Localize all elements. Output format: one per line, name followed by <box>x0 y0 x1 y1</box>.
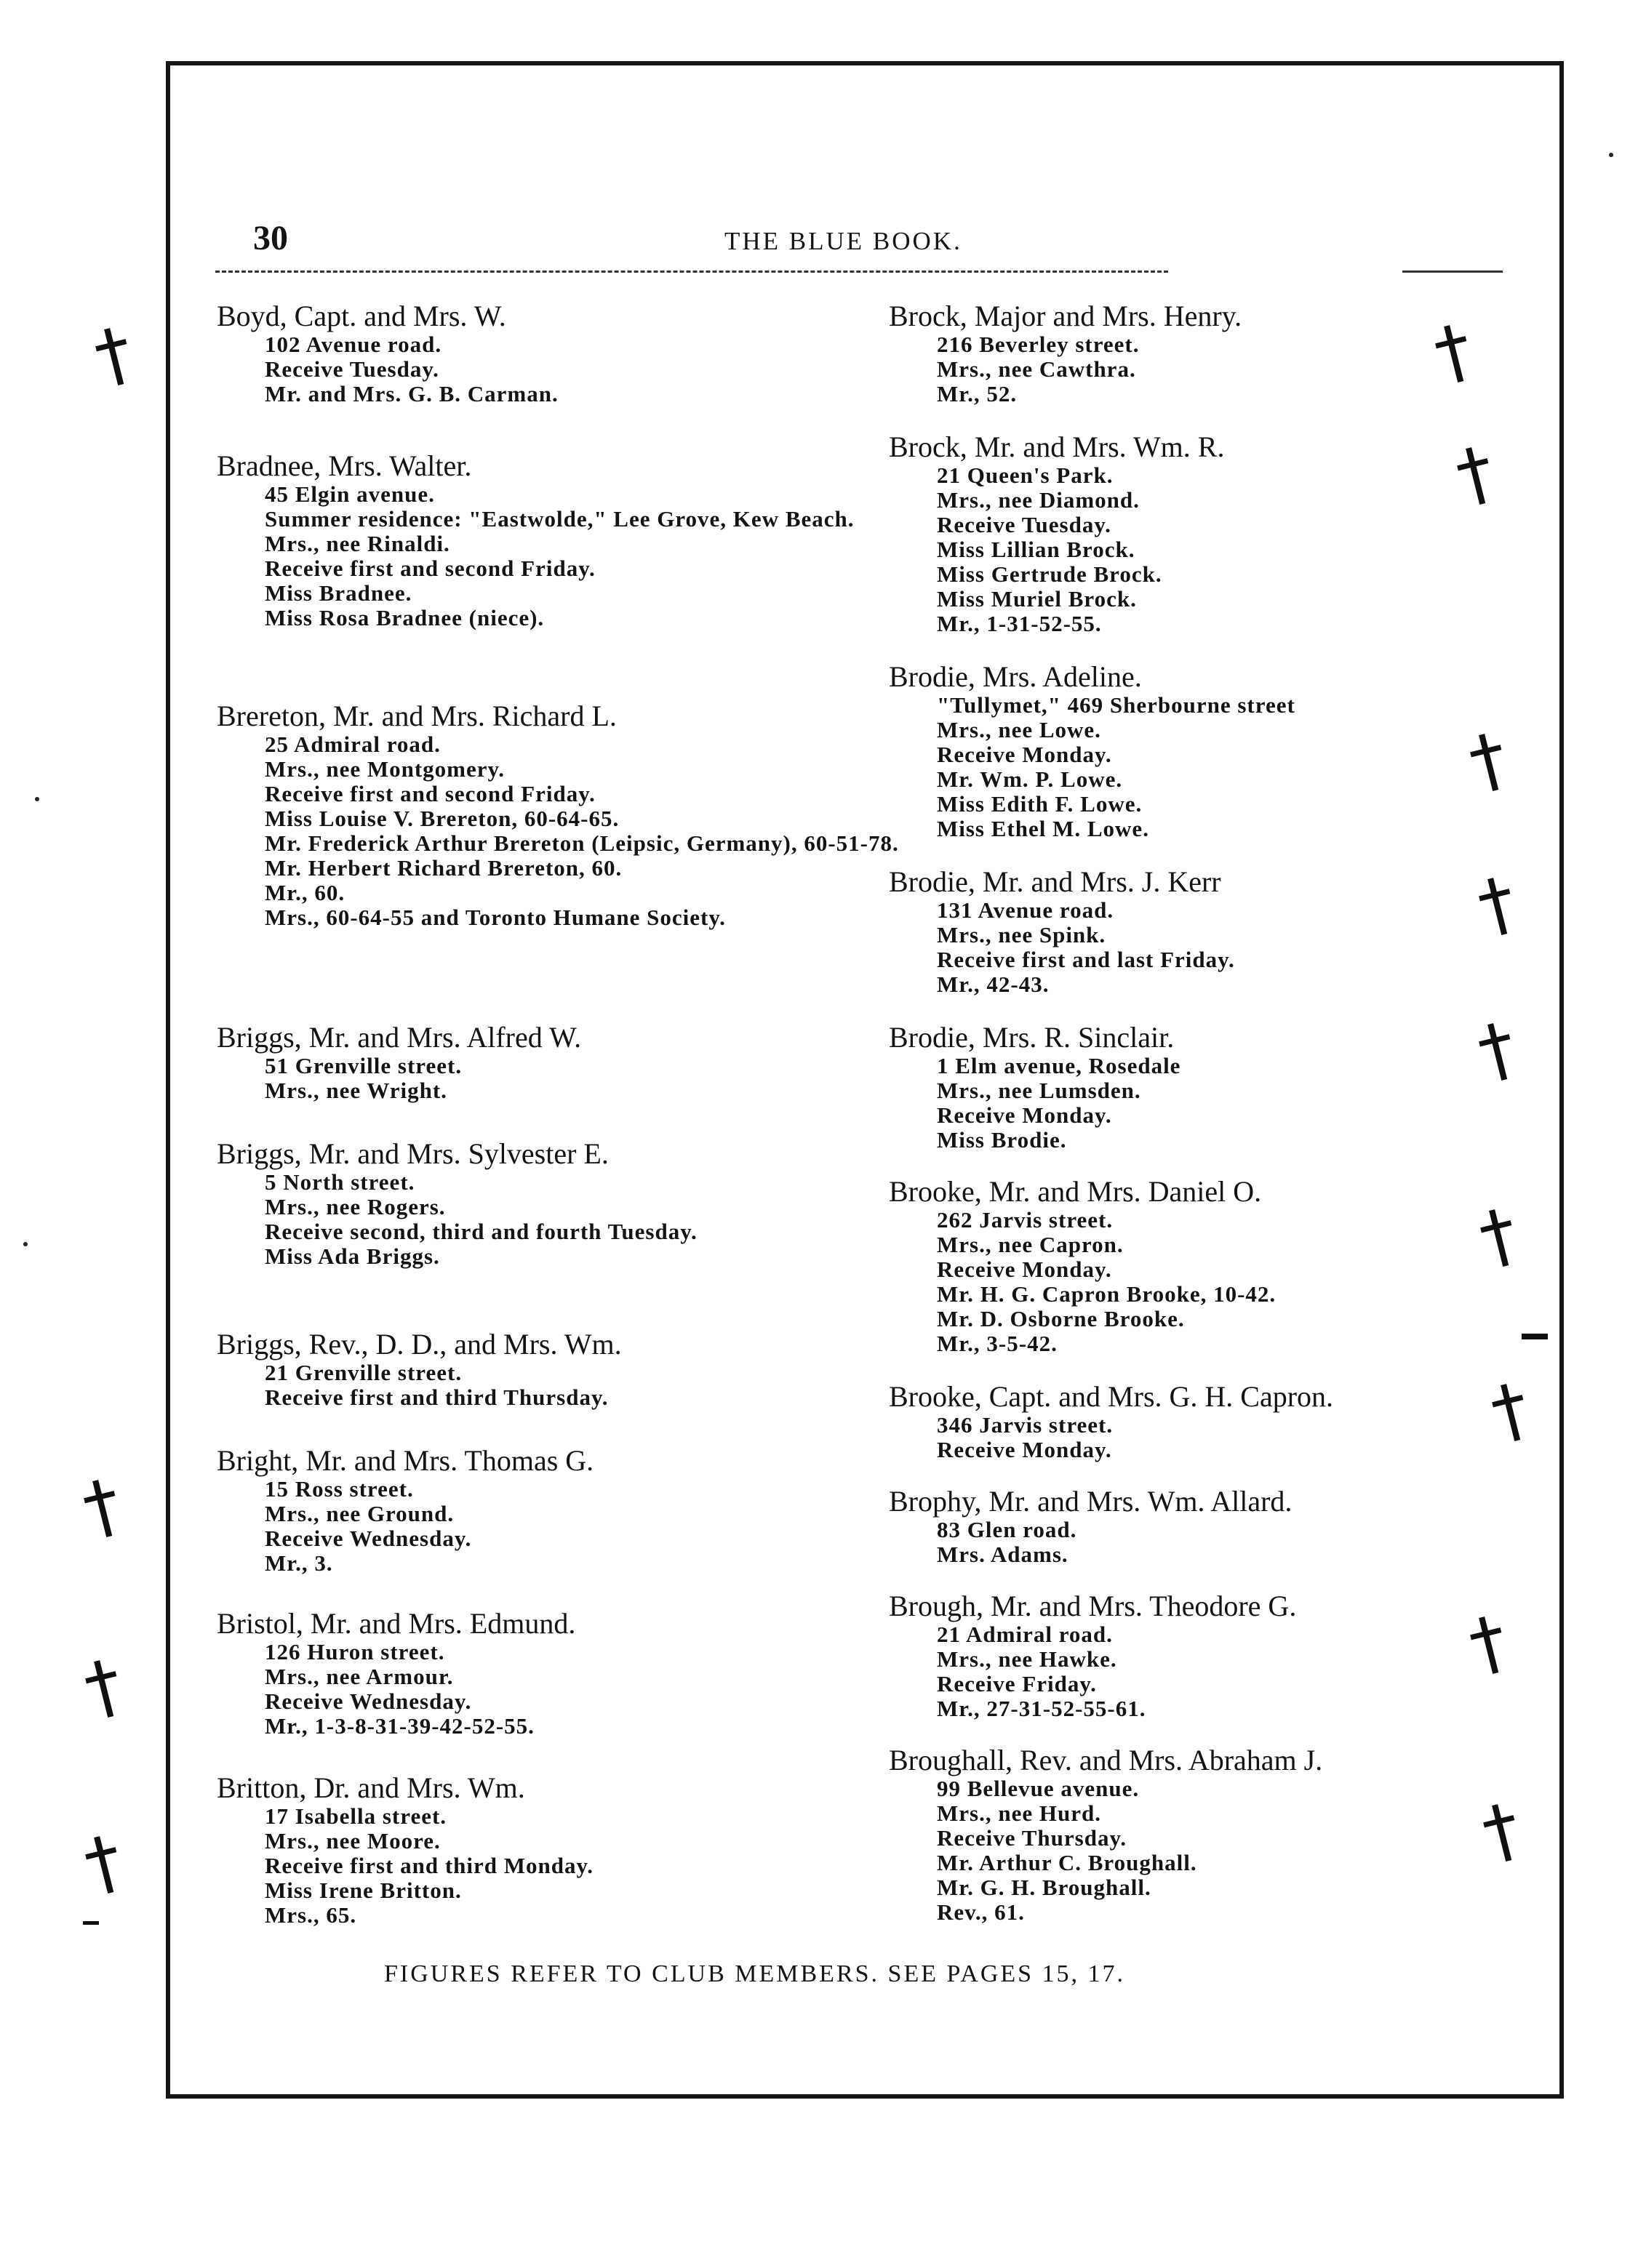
entry-name: Bristol, Mr. and Mrs. Edmund. <box>217 1607 576 1640</box>
directory-entry <box>217 1328 900 1410</box>
handwritten-cross-mark: † <box>1448 430 1502 518</box>
page-number: 30 <box>253 219 288 257</box>
handwritten-cross-mark: † <box>75 1462 129 1551</box>
entry-line: Mrs., nee Montgomery. <box>265 756 506 782</box>
entry-line: Receive Friday. <box>937 1671 1097 1696</box>
entry-line: Receive Tuesday. <box>265 356 439 382</box>
entry-name: Boyd, Capt. and Mrs. W. <box>217 300 506 332</box>
entry-name: Broughall, Rev. and Mrs. Abraham J. <box>889 1744 1323 1776</box>
entry-line: 25 Admiral road. <box>265 732 441 757</box>
entry-line: 21 Queen's Park. <box>937 462 1114 488</box>
entry-line: Receive first and second Friday. <box>265 556 596 581</box>
directory-entry <box>217 1021 900 1103</box>
entry-line: 45 Elgin avenue. <box>265 481 435 507</box>
entry-name: Bradnee, Mrs. Walter. <box>217 449 472 482</box>
entry-name: Brodie, Mrs. R. Sinclair. <box>889 1021 1175 1054</box>
entry-line: Mr., 3. <box>265 1550 333 1576</box>
entry-line: Miss Ada Briggs. <box>265 1243 440 1269</box>
entry-line: Mrs., nee Ground. <box>265 1501 455 1526</box>
footer-note: FIGURES REFER TO CLUB MEMBERS. SEE PAGES 15, 17. <box>384 1960 1126 1987</box>
entry-line: 346 Jarvis street. <box>937 1412 1114 1438</box>
handwritten-cross-mark: † <box>1426 308 1480 396</box>
entry-line: Receive Wednesday. <box>265 1526 472 1551</box>
entry-line: Mrs., nee Rinaldi. <box>265 531 450 556</box>
ink-speck <box>35 797 39 801</box>
entry-line: 126 Huron street. <box>265 1639 445 1664</box>
entry-line: Mrs., nee Armour. <box>265 1664 454 1689</box>
entry-line: Miss Bradnee. <box>265 580 412 606</box>
directory-entry <box>217 1137 900 1269</box>
entry-line: Mrs., nee Hawke. <box>937 1646 1117 1672</box>
directory-entry <box>889 860 1573 997</box>
entry-line: Mr. Arthur C. Broughall. <box>937 1850 1197 1875</box>
entry-line: Receive Monday. <box>937 1102 1112 1128</box>
entry-line: Mrs., nee Spink. <box>937 922 1106 947</box>
entry-line: Mrs., nee Lumsden. <box>937 1078 1141 1103</box>
entry-line: Receive first and last Friday. <box>937 947 1235 972</box>
entry-line: Mrs. Adams. <box>937 1542 1068 1567</box>
entry-name: Brodie, Mr. and Mrs. J. Kerr <box>889 865 1221 898</box>
entry-line: Receive Tuesday. <box>937 512 1111 537</box>
directory-entry <box>217 300 900 406</box>
entry-line: Mr., 1-31-52-55. <box>937 611 1102 636</box>
entry-line: Receive first and third Monday. <box>265 1853 594 1878</box>
entry-line: Mr. H. G. Capron Brooke, 10-42. <box>937 1281 1277 1307</box>
entry-line: Miss Muriel Brock. <box>937 586 1137 612</box>
entry-line: 83 Glen road. <box>937 1517 1077 1542</box>
handwritten-cross-mark: † <box>1483 1366 1537 1455</box>
entry-line: 21 Grenville street. <box>265 1360 463 1385</box>
entry-line: Miss Lillian Brock. <box>937 537 1135 562</box>
entry-line: Mr. Herbert Richard Brereton, 60. <box>265 855 623 881</box>
directory-entry <box>889 1175 1573 1356</box>
handwritten-cross-mark: † <box>76 1643 130 1731</box>
entry-name: Brock, Major and Mrs. Henry. <box>889 300 1242 332</box>
entry-line: 262 Jarvis street. <box>937 1207 1114 1233</box>
entry-line: Miss Ethel M. Lowe. <box>937 816 1149 841</box>
entry-line: Mrs., nee Lowe. <box>937 717 1101 742</box>
entry-name: Briggs, Rev., D. D., and Mrs. Wm. <box>217 1328 622 1361</box>
entry-line: 131 Avenue road. <box>937 897 1114 923</box>
entry-line: Miss Gertrude Brock. <box>937 561 1162 587</box>
entry-line: Mr. and Mrs. G. B. Carman. <box>265 381 559 406</box>
entry-line: Mr., 3-5-42. <box>937 1331 1058 1356</box>
handwritten-cross-mark: † <box>76 1819 130 1907</box>
entry-line: Receive Monday. <box>937 1257 1112 1282</box>
entry-line: Mrs., nee Hurd. <box>937 1800 1101 1826</box>
entry-line: 216 Beverley street. <box>937 332 1140 357</box>
handwritten-cross-mark: † <box>87 310 140 399</box>
handwritten-cross-mark: † <box>1461 716 1515 805</box>
entry-line: Mrs., nee Rogers. <box>265 1194 446 1219</box>
entry-line: Receive Wednesday. <box>265 1688 472 1714</box>
directory-entry <box>889 1380 1573 1462</box>
directory-entry <box>889 1744 1573 1925</box>
directory-entry <box>217 700 900 930</box>
entry-line: Summer residence: "Eastwolde," Lee Grove, Kew Beach. <box>265 506 855 532</box>
entry-line: Receive Thursday. <box>937 1825 1127 1851</box>
entry-name: Bright, Mr. and Mrs. Thomas G. <box>217 1444 594 1477</box>
entry-line: 21 Admiral road. <box>937 1622 1113 1647</box>
entry-name: Brodie, Mrs. Adeline. <box>889 660 1142 693</box>
entry-line: Mr., 52. <box>937 381 1018 406</box>
directory-entry <box>889 1485 1573 1567</box>
running-title: THE BLUE BOOK. <box>724 227 962 255</box>
entry-line: Miss Rosa Bradnee (niece). <box>265 605 545 630</box>
entry-name: Britton, Dr. and Mrs. Wm. <box>217 1771 525 1804</box>
entry-name: Brereton, Mr. and Mrs. Richard L. <box>217 700 617 732</box>
entry-line: Miss Louise V. Brereton, 60-64-65. <box>265 806 620 831</box>
entry-line: Mr. D. Osborne Brooke. <box>937 1306 1185 1331</box>
entry-line: Receive Monday. <box>937 1437 1112 1462</box>
entry-line: Mrs., 65. <box>265 1902 357 1928</box>
entry-name: Brooke, Capt. and Mrs. G. H. Capron. <box>889 1380 1334 1413</box>
entry-line: Mrs., 60-64-55 and Toronto Humane Society. <box>265 905 726 930</box>
entry-line: Mr., 60. <box>265 880 345 905</box>
margin-dash-mark <box>83 1921 99 1925</box>
entry-line: 51 Grenville street. <box>265 1053 463 1078</box>
entry-line: Receive first and second Friday. <box>265 781 596 806</box>
entry-line: Receive first and third Thursday. <box>265 1385 609 1410</box>
header-rule-end <box>1402 271 1503 273</box>
directory-entry <box>217 1444 900 1576</box>
directory-entry <box>217 1771 900 1928</box>
entry-line: 5 North street. <box>265 1169 415 1195</box>
entry-line: Mrs., nee Cawthra. <box>937 356 1136 382</box>
entry-line: 102 Avenue road. <box>265 332 442 357</box>
entry-name: Brophy, Mr. and Mrs. Wm. Allard. <box>889 1485 1293 1518</box>
entry-line: Receive second, third and fourth Tuesday. <box>265 1219 698 1244</box>
entry-line: Miss Irene Britton. <box>265 1878 462 1903</box>
entry-name: Briggs, Mr. and Mrs. Alfred W. <box>217 1021 582 1054</box>
directory-entry <box>889 1021 1573 1153</box>
entry-line: Receive Monday. <box>937 742 1112 767</box>
entry-line: "Tullymet," 469 Sherbourne street <box>937 692 1295 718</box>
entry-line: 15 Ross street. <box>265 1476 414 1502</box>
entry-line: 1 Elm avenue, Rosedale <box>937 1053 1181 1078</box>
handwritten-cross-mark: † <box>1470 860 1524 949</box>
handwritten-cross-mark: † <box>1474 1787 1528 1875</box>
entry-name: Briggs, Mr. and Mrs. Sylvester E. <box>217 1137 609 1170</box>
header-rule <box>215 271 1168 273</box>
entry-name: Brock, Mr. and Mrs. Wm. R. <box>889 430 1225 463</box>
entry-line: Mrs., nee Capron. <box>937 1232 1124 1257</box>
ink-speck <box>23 1242 28 1246</box>
entry-line: 17 Isabella street. <box>265 1803 447 1829</box>
entry-name: Brooke, Mr. and Mrs. Daniel O. <box>889 1175 1262 1208</box>
margin-dash-mark <box>1522 1334 1548 1339</box>
entry-line: Mr., 42-43. <box>937 971 1050 997</box>
handwritten-cross-mark: † <box>1471 1192 1525 1281</box>
handwritten-cross-mark: † <box>1461 1599 1515 1688</box>
entry-line: Mr., 1-3-8-31-39-42-52-55. <box>265 1713 535 1739</box>
entry-line: Mrs., nee Moore. <box>265 1828 441 1854</box>
entry-line: Rev., 61. <box>937 1899 1025 1925</box>
entry-name: Brough, Mr. and Mrs. Theodore G. <box>889 1590 1297 1622</box>
entry-line: Mr. Wm. P. Lowe. <box>937 766 1123 792</box>
handwritten-cross-mark: † <box>1470 1006 1524 1094</box>
entry-line: Miss Edith F. Lowe. <box>937 791 1143 817</box>
ink-speck <box>1609 153 1613 157</box>
directory-entry <box>217 1607 900 1739</box>
entry-line: Mr. Frederick Arthur Brereton (Leipsic, Germany), 60-51-78. <box>265 830 899 856</box>
directory-entry <box>217 449 900 630</box>
entry-line: Mrs., nee Wright. <box>265 1078 447 1103</box>
entry-line: Mr., 27-31-52-55-61. <box>937 1696 1146 1721</box>
entry-line: 99 Bellevue avenue. <box>937 1776 1140 1801</box>
entry-line: Mr. G. H. Broughall. <box>937 1875 1151 1900</box>
entry-line: Miss Brodie. <box>937 1127 1067 1153</box>
entry-line: Mrs., nee Diamond. <box>937 487 1140 513</box>
